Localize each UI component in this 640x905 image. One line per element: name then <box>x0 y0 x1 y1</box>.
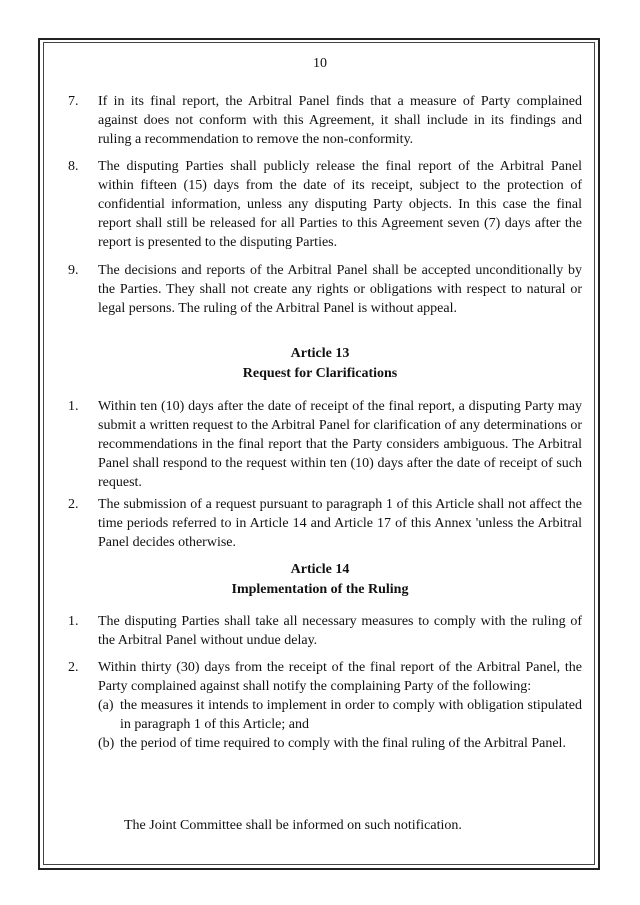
paragraph-8 <box>68 157 582 252</box>
paragraph-number: 7. <box>68 94 79 109</box>
paragraph-text: Within thirty (30) days from the receipt of the final report of the Arbitral Panel, the Party complained against shall notify the complaining Party of the following: <box>98 660 582 694</box>
paragraph-number: 1. <box>68 399 79 414</box>
paragraph-number: 8. <box>68 159 79 174</box>
article-13-subtitle: Request for Clarifications <box>242 366 398 381</box>
list-item-label: (a) <box>98 698 114 713</box>
article-14-paragraph-1 <box>68 612 582 650</box>
paragraph-text: The disputing Parties shall take all necessary measures to comply with the ruling of the Arbitral Panel without undue delay. <box>98 614 582 648</box>
list-item-b <box>98 734 582 753</box>
paragraph-text: The submission of a request pursuant to paragraph 1 of this Article shall not affect the time periods referred to in Article 14 and Article 17 of this Annex 'unless the Arbitral Panel decides otherwise. <box>98 497 582 550</box>
paragraph-text: If in its final report, the Arbitral Panel finds that a measure of Party complained against does not conform with this Agreement, it shall include in its findings and ruling a recommendation to remove the non-conformity. <box>98 94 582 147</box>
paragraph-number: 9. <box>68 263 79 278</box>
paragraph-text: The disputing Parties shall publicly release the final report of the Arbitral Panel within fifteen (15) days from the date of its receipt, subject to the protection of confidential information, unless any disputing Party objects. In this case the final report shall still be released for all Parties to this Agreement seven (7) days after the report is presented to the disputing Parties. <box>98 159 582 250</box>
paragraph-text: The decisions and reports of the Arbitral Panel shall be accepted unconditionally by the Parties. They shall not create any rights or obligations with respect to natural or legal persons. The ruling of the Arbitral Panel is without appeal. <box>98 263 582 316</box>
article-13-title: Article 13 <box>290 346 350 361</box>
paragraph-number: 1. <box>68 614 79 629</box>
paragraph-number: 2. <box>68 660 79 675</box>
paragraph-number: 2. <box>68 497 79 512</box>
article-14-title: Article 14 <box>290 562 350 577</box>
paragraph-text: Within ten (10) days after the date of receipt of the final report, a disputing Party may submit a written request to the Arbitral Panel for clarification of any determinations or recommendations in the final report that the Party considers ambiguous. The Arbitral Panel shall respond to the request within ten (10) days after the date of receipt of such request. <box>98 399 582 490</box>
page-number: 10 <box>313 56 327 71</box>
list-item-a <box>98 696 582 734</box>
list-item-text: the period of time required to comply with the final ruling of the Arbitral Panel. <box>120 736 566 751</box>
article-13-paragraph-1 <box>68 397 582 492</box>
list-item-label: (b) <box>98 736 115 751</box>
article-14-paragraph-2 <box>68 658 582 753</box>
paragraph-7 <box>68 92 582 149</box>
paragraph-9 <box>68 261 582 318</box>
article-14-subtitle: Implementation of the Ruling <box>231 582 409 597</box>
article-13-paragraph-2 <box>68 495 582 552</box>
closing-sentence: The Joint Committee shall be informed on such notification. <box>124 818 462 833</box>
list-item-text: the measures it intends to implement in order to comply with obligation stipulated in paragraph 1 of this Article; and <box>120 698 582 732</box>
